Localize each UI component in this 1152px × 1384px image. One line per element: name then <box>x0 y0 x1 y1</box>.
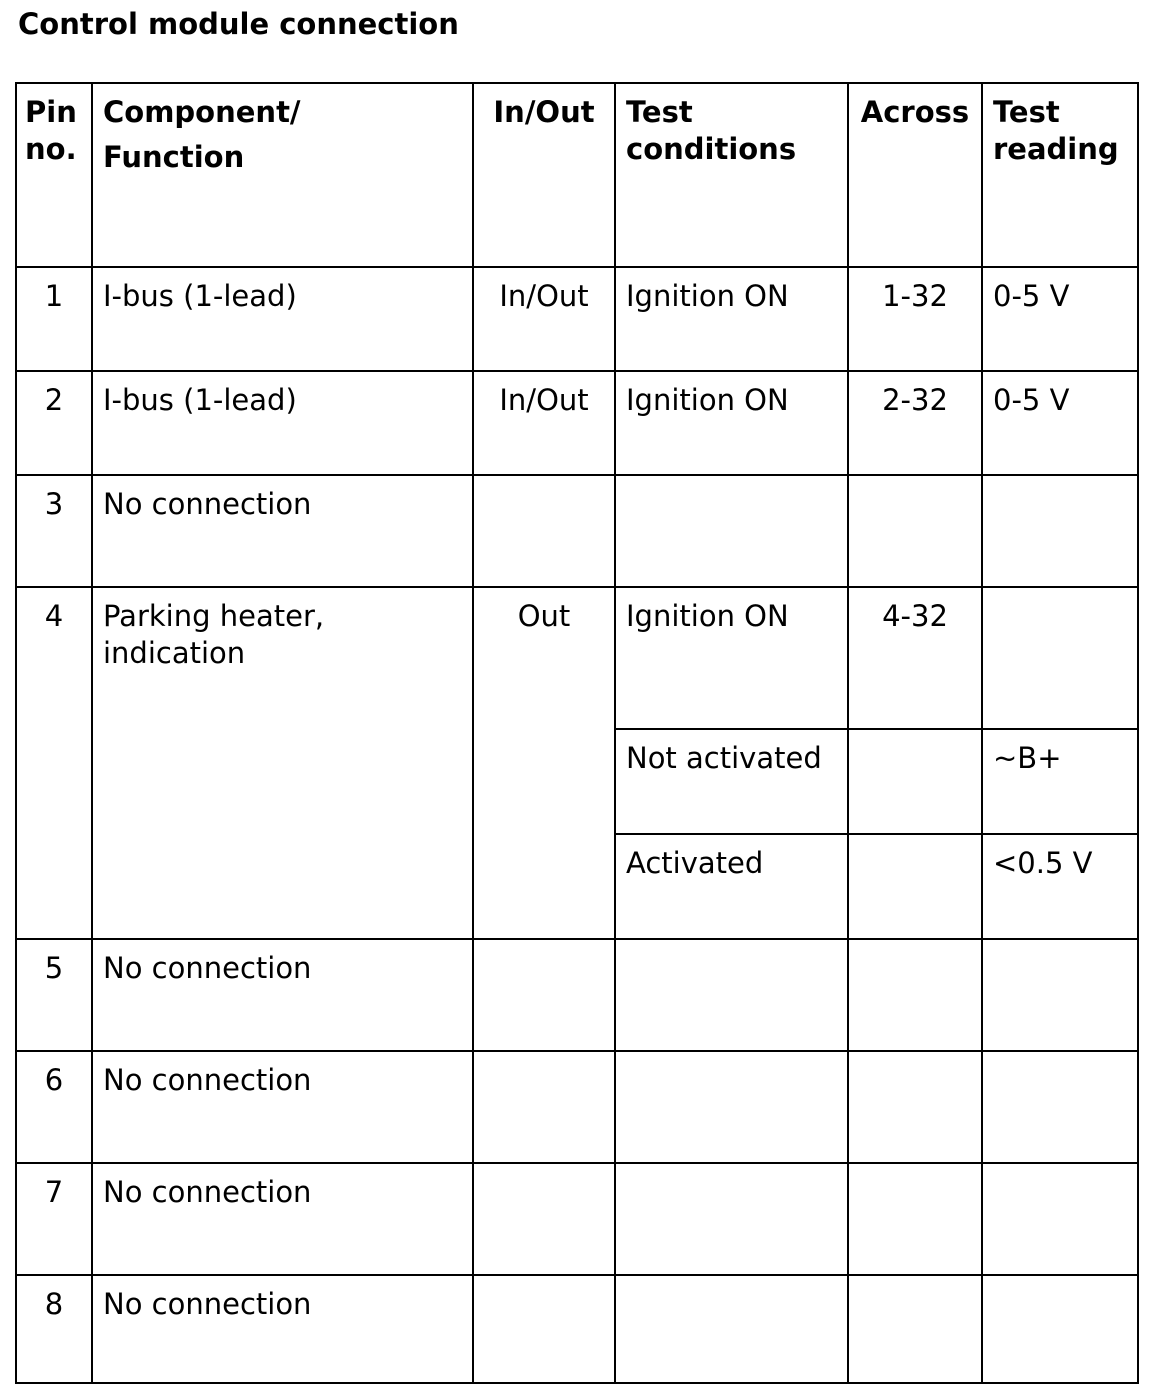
reading-cell: ~B+ <box>982 729 1138 834</box>
reading-cell <box>982 1051 1138 1163</box>
component-cell: Parking heater, indication <box>92 587 473 939</box>
across-cell: 1-32 <box>848 267 982 371</box>
reading-cell <box>982 1275 1138 1383</box>
conditions-cell <box>615 1275 848 1383</box>
table-row <box>16 371 1138 475</box>
table-row <box>16 587 1138 729</box>
component-cell: I-bus (1-lead) <box>92 371 473 475</box>
inout-cell <box>473 475 615 587</box>
conditions-cell: Ignition ON <box>615 371 848 475</box>
component-cell: No connection <box>92 939 473 1051</box>
table-row <box>16 1051 1138 1163</box>
inout-cell: In/Out <box>473 267 615 371</box>
pin-number: 4 <box>16 587 92 939</box>
pin-table <box>15 82 1139 1384</box>
across-cell <box>848 729 982 834</box>
reading-cell: 0-5 V <box>982 371 1138 475</box>
inout-cell <box>473 1051 615 1163</box>
inout-cell: Out <box>473 587 615 939</box>
component-cell: No connection <box>92 1051 473 1163</box>
conditions-cell <box>615 1163 848 1275</box>
across-cell: 2-32 <box>848 371 982 475</box>
conditions-cell: Ignition ON <box>615 267 848 371</box>
pin-number: 5 <box>16 939 92 1051</box>
reading-cell <box>982 1163 1138 1275</box>
pin-number: 1 <box>16 267 92 371</box>
table-row <box>16 1163 1138 1275</box>
across-cell <box>848 1163 982 1275</box>
inout-cell: In/Out <box>473 371 615 475</box>
table-header-row <box>16 83 1138 267</box>
conditions-cell <box>615 475 848 587</box>
reading-cell <box>982 475 1138 587</box>
header-pin: Pin no. <box>16 83 92 267</box>
header-inout: In/Out <box>473 83 615 267</box>
pin-number: 6 <box>16 1051 92 1163</box>
component-cell: No connection <box>92 475 473 587</box>
table-row <box>16 267 1138 371</box>
across-cell <box>848 834 982 939</box>
component-cell: No connection <box>92 1163 473 1275</box>
across-cell <box>848 939 982 1051</box>
across-cell <box>848 1275 982 1383</box>
pin-number: 8 <box>16 1275 92 1383</box>
table-row <box>16 1275 1138 1383</box>
conditions-cell: Ignition ON <box>615 587 848 729</box>
conditions-cell: Not activated <box>615 729 848 834</box>
reading-cell: 0-5 V <box>982 267 1138 371</box>
reading-cell <box>982 939 1138 1051</box>
table-row <box>16 475 1138 587</box>
page-title: Control module connection <box>18 7 459 41</box>
inout-cell <box>473 939 615 1051</box>
component-cell: No connection <box>92 1275 473 1383</box>
reading-cell: <0.5 V <box>982 834 1138 939</box>
header-across: Across <box>848 83 982 267</box>
conditions-cell: Activated <box>615 834 848 939</box>
header-test-reading: Test reading <box>982 83 1138 267</box>
pin-number: 2 <box>16 371 92 475</box>
header-component: Component/ Function <box>92 83 473 267</box>
across-cell <box>848 475 982 587</box>
pin-number: 7 <box>16 1163 92 1275</box>
across-cell: 4-32 <box>848 587 982 729</box>
header-test-conditions: Test conditions <box>615 83 848 267</box>
inout-cell <box>473 1163 615 1275</box>
conditions-cell <box>615 1051 848 1163</box>
component-cell: I-bus (1-lead) <box>92 267 473 371</box>
across-cell <box>848 1051 982 1163</box>
table-row <box>16 939 1138 1051</box>
reading-cell <box>982 587 1138 729</box>
pin-number: 3 <box>16 475 92 587</box>
inout-cell <box>473 1275 615 1383</box>
conditions-cell <box>615 939 848 1051</box>
